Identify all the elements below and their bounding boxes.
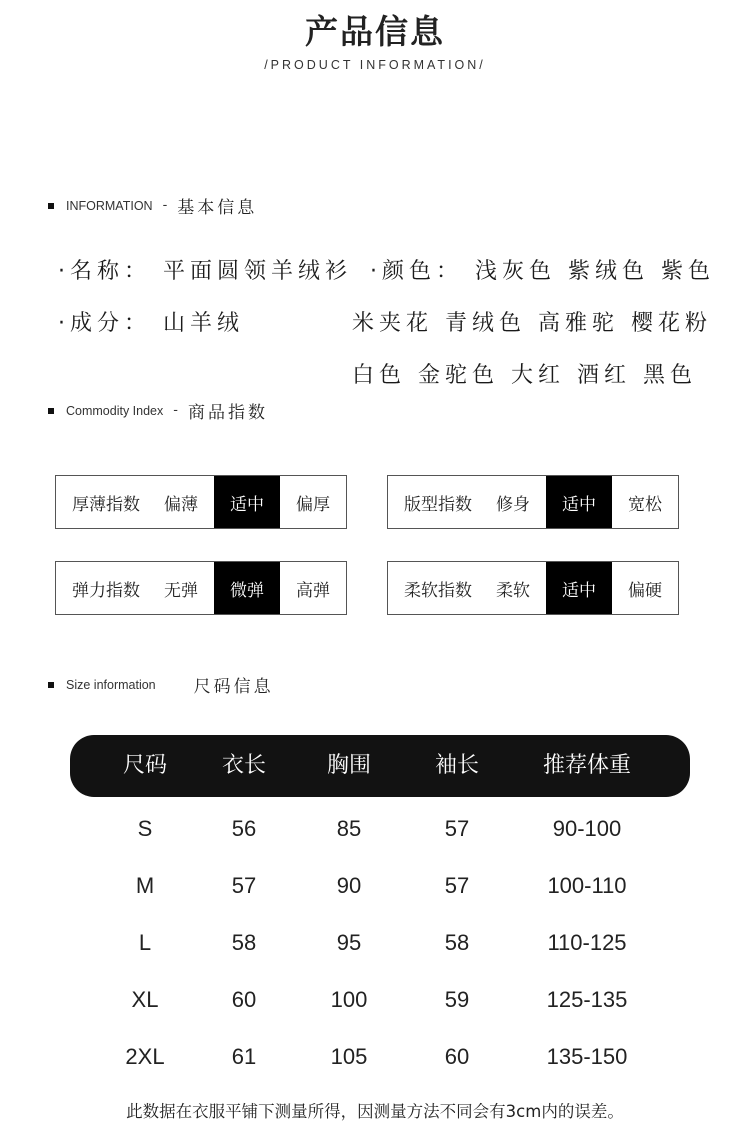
table-cell: S — [137, 816, 153, 841]
product-colors-line-3: 白色 金驼色 大红 酒红 黑色 — [352, 363, 697, 388]
section-title-cn: 尺码信息 — [193, 677, 274, 697]
size-table-header — [70, 735, 690, 797]
table-cell: 100-110 — [547, 873, 627, 898]
table-cell: L — [138, 930, 152, 955]
product-composition: ·成分： 山羊绒 — [58, 311, 244, 336]
index-option-selected: 适中 — [546, 562, 612, 614]
index-box — [387, 561, 679, 615]
size-table-header-cell: 衣长 — [221, 753, 266, 778]
table-cell: 57 — [444, 873, 470, 898]
table-cell: 56 — [231, 816, 257, 841]
product-name: ·名称： 平面圆领羊绒衫 — [58, 259, 352, 284]
table-cell: 90-100 — [552, 816, 622, 841]
index-label: 柔软指数 — [404, 580, 472, 601]
table-cell: 58 — [231, 930, 257, 955]
table-cell: 57 — [444, 816, 470, 841]
table-cell: 57 — [231, 873, 257, 898]
table-cell: 100 — [330, 987, 368, 1012]
section-header-commodity-index — [48, 398, 268, 423]
page-subtitle: /PRODUCT INFORMATION/ — [264, 58, 486, 72]
index-option: 偏薄 — [164, 494, 198, 515]
square-bullet-icon — [48, 203, 54, 209]
index-option: 高弹 — [296, 580, 330, 601]
table-cell: 110-125 — [547, 930, 627, 955]
square-bullet-icon — [48, 682, 54, 688]
table-cell: 135-150 — [546, 1044, 628, 1069]
section-title-en: Size information — [66, 677, 156, 692]
index-box — [55, 561, 347, 615]
index-option: 偏厚 — [296, 494, 330, 515]
table-cell: XL — [131, 987, 159, 1012]
section-title-cn: 商品指数 — [187, 403, 268, 423]
table-cell: 60 — [231, 987, 257, 1012]
index-option: 修身 — [496, 494, 530, 515]
product-colors: ·颜色： 浅灰色 紫绒色 紫色 — [370, 259, 715, 284]
section-header-size — [48, 672, 274, 697]
index-option-selected: 适中 — [214, 476, 280, 528]
table-cell: 105 — [330, 1044, 368, 1069]
table-cell: 61 — [231, 1044, 257, 1069]
index-option: 偏硬 — [628, 580, 662, 601]
size-table-header-cell: 推荐体重 — [542, 753, 631, 778]
index-box — [55, 475, 347, 529]
table-cell: 125-135 — [546, 987, 628, 1012]
table-cell: 58 — [444, 930, 470, 955]
index-label: 厚薄指数 — [72, 494, 140, 515]
section-header-information — [48, 193, 257, 218]
index-option-selected: 微弹 — [214, 562, 280, 614]
index-label: 弹力指数 — [72, 580, 140, 601]
page-title: 产品信息 — [305, 12, 445, 51]
measurement-note: 此数据在衣服平铺下测量所得，因测量方法不同会有3cm内的误差。 — [126, 1102, 624, 1121]
table-cell: M — [135, 873, 155, 898]
table-cell: 90 — [336, 873, 362, 898]
square-bullet-icon — [48, 408, 54, 414]
section-dash: - — [162, 198, 168, 213]
index-option-selected: 适中 — [546, 476, 612, 528]
index-option: 无弹 — [164, 580, 198, 601]
section-title-en: INFORMATION — [66, 198, 153, 213]
table-cell: 95 — [336, 930, 362, 955]
section-dash: - — [173, 403, 178, 418]
table-cell: 2XL — [125, 1044, 165, 1069]
section-title-en: Commodity Index — [66, 403, 164, 418]
index-option: 宽松 — [628, 494, 662, 515]
table-cell: 85 — [336, 816, 362, 841]
index-label: 版型指数 — [404, 494, 472, 515]
table-cell: 60 — [444, 1044, 470, 1069]
index-box — [387, 475, 679, 529]
size-table-header-cell: 袖长 — [434, 753, 479, 778]
size-table-header-cell: 胸围 — [326, 753, 371, 778]
size-table-header-cell: 尺码 — [122, 753, 167, 778]
section-title-cn: 基本信息 — [177, 198, 258, 218]
product-colors-line-2: 米夹花 青绒色 高雅驼 樱花粉 — [352, 311, 712, 336]
table-cell: 59 — [444, 987, 470, 1012]
index-option: 柔软 — [496, 580, 530, 601]
